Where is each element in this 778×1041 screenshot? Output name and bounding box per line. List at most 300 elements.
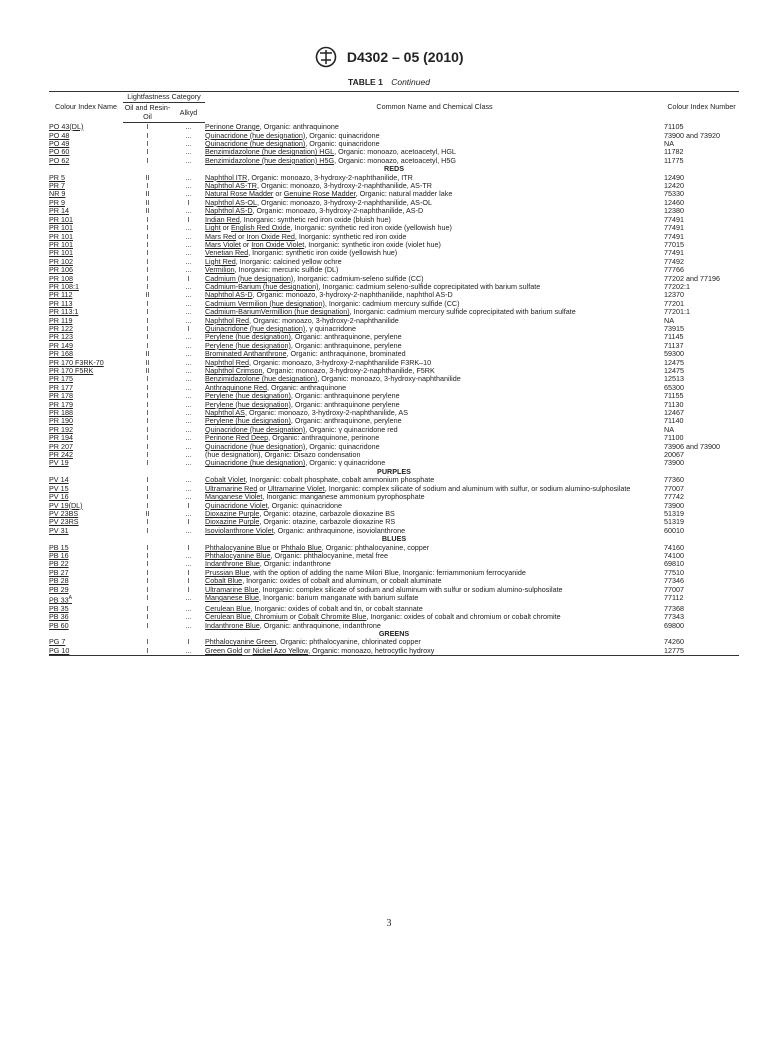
- pigment-name: Light: [205, 223, 221, 233]
- ci-text: PV 15: [49, 483, 69, 493]
- colour-index-number: 71130: [664, 399, 684, 409]
- oil-resin-category: I: [146, 576, 149, 586]
- pigment-name: Mars Violet: [205, 239, 241, 249]
- colour-index-number: 77491: [664, 223, 685, 233]
- colour-index-name: [49, 459, 123, 467]
- colour-index-number: 74160: [664, 542, 685, 552]
- pigment-name: Naphthol AS: [205, 408, 245, 418]
- oil-resin-category: I: [146, 382, 149, 392]
- ci-text: PG 10: [49, 645, 70, 655]
- oil-resin-category: II: [145, 189, 150, 199]
- colour-index-number: 12475: [664, 357, 685, 367]
- header-colour-index-number: Colour Index Number: [664, 92, 739, 123]
- chemical-class: , Organic: γ quinacridone red: [305, 424, 398, 434]
- alkyd-category: ...: [185, 483, 192, 493]
- oil-resin-category: I: [146, 492, 149, 502]
- oil-resin-category: I: [146, 147, 149, 157]
- colour-index-number: 77766: [664, 265, 685, 275]
- chemical-class: , Organic: monoazo, 3-hydroxy-2-naphthanilide, AS-TR: [256, 181, 432, 191]
- pigment-name: Ultramarine Red: [205, 483, 258, 493]
- oil-resin-category: I: [146, 256, 149, 266]
- oil-resin-category: I: [146, 239, 149, 249]
- chemical-class: , Inorganic: oxides of cobalt and chromium or cobalt chromite: [366, 612, 561, 622]
- pigment-name: Natural Rose Madder: [205, 189, 274, 199]
- pigment-name: Manganese Blue: [205, 592, 259, 602]
- oil-resin-category: II: [145, 366, 150, 375]
- oil-resin-category: I: [146, 155, 149, 165]
- pigment-name: Quinacridone (hue designation): [205, 424, 306, 434]
- chemical-class: , Organic: anthraquinone: [266, 382, 347, 392]
- chemical-class: , Inorganic: cadmium-seleno sulfide (CC): [293, 273, 424, 283]
- oil-resin-category: I: [146, 559, 149, 569]
- colour-index-name: [49, 622, 123, 630]
- alkyd-category: ...: [185, 315, 192, 325]
- chemical-class: or: [220, 223, 231, 233]
- alkyd-category: ...: [185, 122, 192, 132]
- alkyd-category: ...: [185, 172, 192, 182]
- alkyd-category: ...: [185, 349, 192, 359]
- pigment-name: Nickel Azo Yellow: [252, 645, 309, 655]
- colour-index-number: 77491: [664, 214, 685, 224]
- oil-resin-category: I: [146, 399, 149, 409]
- pigment-name: Perylene (hue designation): [205, 391, 291, 401]
- alkyd-category: ...: [185, 139, 192, 149]
- ci-text: PB 28: [49, 576, 69, 586]
- section-heading: REDS: [384, 164, 404, 174]
- colour-index-number: 12490: [664, 172, 685, 182]
- alkyd-category: ...: [185, 239, 192, 249]
- chemical-class: or: [257, 483, 268, 493]
- ci-text: PB 16: [49, 550, 69, 560]
- pigment-name: Quinacridone (hue designation): [205, 130, 306, 140]
- alkyd-category: I: [187, 500, 190, 510]
- oil-resin-category: I: [146, 214, 149, 224]
- colour-index-number: 51319: [664, 508, 685, 518]
- ci-text: PR 101: [49, 231, 73, 241]
- ci-text: PR 192: [49, 424, 73, 434]
- oil-resin-category: I: [146, 122, 149, 132]
- alkyd-category: ...: [185, 307, 192, 317]
- pigment-name: Vermilion: [205, 265, 235, 275]
- ci-text: PR 242: [49, 450, 73, 460]
- pigment-name: Perinone Red Deep: [205, 433, 269, 443]
- table-body: [49, 123, 739, 656]
- oil-resin-category: II: [145, 172, 150, 182]
- alkyd-category: ...: [185, 332, 192, 342]
- chemical-class: , Organic: monoazo, 3-hydroxy-naphthanilide: [317, 374, 461, 384]
- chemical-class: , Organic: monoazo, 3-hydroxy-2-naphthanilide, F5RK: [262, 366, 435, 375]
- colour-index-number: 71105: [664, 121, 684, 131]
- pigment-name: Ultramarine Blue: [205, 584, 259, 594]
- pigment-name: Cobalt Chromite Blue: [298, 612, 367, 622]
- table-row: [49, 552, 739, 560]
- table-row: [49, 443, 739, 451]
- chemical-class: , Organic: monoazo, 3-hydroxy-2-naphthanilide: [248, 315, 399, 325]
- pigment-name: Prussian Blue: [205, 567, 250, 577]
- alkyd-category: ...: [185, 559, 192, 569]
- oil-resin-category: I: [146, 458, 149, 468]
- colour-index-number: 77007: [664, 584, 685, 594]
- chemical-class: or: [236, 231, 247, 241]
- oil-resin-category: I: [146, 248, 149, 258]
- colour-index-number: 12370: [664, 290, 685, 300]
- chemical-class: , Organic: indanthrone: [259, 559, 331, 569]
- colour-index-number: 75330: [664, 189, 685, 199]
- alkyd-category: I: [187, 214, 190, 224]
- pigment-name: Cerulean Blue: [205, 603, 251, 613]
- table-row: [49, 317, 739, 325]
- ci-text: PV 16: [49, 492, 69, 502]
- oil-resin-category: I: [146, 433, 149, 443]
- alkyd-category: ...: [185, 458, 192, 468]
- oil-resin-category: I: [146, 450, 149, 460]
- alkyd-category: ...: [185, 550, 192, 560]
- chemical-class: , Organic: quinacridone: [305, 139, 380, 149]
- alkyd-category: ...: [185, 620, 192, 630]
- ci-text: PR 207: [49, 441, 73, 451]
- alkyd-category: ...: [185, 281, 192, 291]
- colour-index-number: 65300: [664, 382, 685, 392]
- chemical-class: , Inorganic: synthetic red iron oxide (bluish hue): [239, 214, 391, 224]
- table-label: TABLE 1: [348, 77, 383, 87]
- colour-index-number: 69810: [664, 559, 685, 569]
- pigment-name: Dioxazine Purple: [205, 517, 260, 527]
- table-row: [49, 544, 739, 552]
- ci-text: PR 175: [49, 374, 73, 384]
- oil-resin-category: II: [145, 290, 150, 300]
- chemical-class: , with the option of adding the name Milori Blue, Inorganic: ferriammonium ferrocyanide: [249, 567, 526, 577]
- oil-resin-category: I: [146, 139, 149, 149]
- alkyd-category: I: [187, 323, 190, 333]
- colour-index-name: [49, 157, 123, 165]
- pigment-name: Quinacridone (hue designation): [205, 441, 306, 451]
- pigment-name: Indian Red: [205, 214, 240, 224]
- pigment-name: Cerulean Blue, Chromium: [205, 612, 288, 622]
- alkyd-category: ...: [185, 248, 192, 258]
- ci-text: PR 149: [49, 340, 73, 350]
- pigment-name: Benzimidazolone (hue designation) HGL: [205, 147, 335, 157]
- chemical-class: , Organic: otazine, carbazole dioxazine RS: [259, 517, 396, 527]
- alkyd-category: ...: [185, 399, 192, 409]
- chemical-class: , Inorganic: complex silicate of sodium and aluminum with sulfur, or sodium alumino-sulphosilate: [324, 483, 631, 493]
- pigment-name: Benzimidazolone (hue designation) H5G: [205, 155, 335, 165]
- alkyd-category: ...: [185, 603, 192, 613]
- section-heading: PURPLES: [377, 466, 411, 476]
- chemical-class: , Inorganic: complex silicate of sodium and aluminum with sulfur or sodium alumino-sulphosilate: [258, 584, 563, 594]
- ci-text: PR 5: [49, 172, 65, 182]
- pigment-name: Iron Oxide Violet: [251, 239, 305, 249]
- oil-resin-category: I: [123, 647, 172, 656]
- pigment-name: Isoviolanthrone Violet: [205, 525, 274, 535]
- colour-index-number: 71100: [664, 433, 684, 443]
- ci-text: PR 119: [49, 315, 73, 325]
- chemical-class: , Organic: anthraquinone, perylene: [290, 332, 402, 342]
- table-row: [49, 434, 739, 442]
- pigment-name: Perylene (hue designation): [205, 340, 291, 350]
- chemical-class: , Organic: anthraquinone, isoviolanthrone: [273, 525, 406, 535]
- pigment-name: Cadmium-BariumVermillion (hue designation): [205, 307, 350, 317]
- ci-text: PR 168: [49, 349, 73, 359]
- oil-resin-category: I: [146, 231, 149, 241]
- pigment-name: Quinacridone (hue designation): [205, 139, 306, 149]
- oil-resin-category: I: [146, 637, 149, 647]
- alkyd-category: ...: [185, 492, 192, 502]
- colour-index-number: 71145: [664, 332, 684, 342]
- oil-resin-category: I: [146, 281, 149, 291]
- ci-text: PR 170 F3RK-70: [49, 357, 104, 367]
- colour-index-number: 12775: [664, 647, 739, 656]
- ci-text: PR 102: [49, 256, 73, 266]
- oil-resin-category: I: [146, 298, 149, 308]
- alkyd-category: I: [187, 567, 190, 577]
- colour-index-number: 12513: [664, 374, 685, 384]
- chemical-class: , Inorganic: oxides of cobalt and aluminum, or cobalt aluminate: [242, 576, 442, 586]
- chemical-class: , Inorganic: cobalt phosphate, cobalt ammonium phosphate: [245, 475, 435, 485]
- oil-resin-category: I: [146, 603, 149, 613]
- colour-index-number: 12467: [664, 408, 685, 418]
- pigment-name: Genuine Rose Madder: [283, 189, 356, 199]
- astm-logo-icon: [314, 46, 338, 68]
- ci-text: PO 60: [49, 147, 70, 157]
- oil-resin-category: I: [146, 323, 149, 333]
- alkyd-category: ...: [185, 508, 192, 518]
- chemical-class: , Organic: otazine, carbazole dioxazine BS: [259, 508, 395, 518]
- table-row: [49, 249, 739, 257]
- alkyd-category: ...: [185, 290, 192, 300]
- alkyd-category: I: [187, 197, 190, 207]
- chemical-class: , Organic: quinacridone: [305, 130, 380, 140]
- chemical-class: , Organic: monoazo, 3-hydroxy-2-naphthanilide, naphthol AS-D: [252, 290, 453, 300]
- colour-index-number: 77510: [664, 567, 685, 577]
- colour-index-number: 77491: [664, 248, 685, 258]
- colour-index-number: 77492: [664, 256, 685, 266]
- ci-text: PR 9: [49, 197, 65, 207]
- chemical-class: , Organic: monoazo, 3-hydroxy-2-naphthanilide, AS-D: [252, 206, 424, 216]
- alkyd-category: ...: [185, 374, 192, 384]
- ci-text: PB 27: [49, 567, 69, 577]
- colour-index-number: 51319: [664, 517, 685, 527]
- section-heading: GREENS: [378, 628, 410, 638]
- chemical-class: , Organic: anthraquinone: [259, 121, 339, 131]
- colour-index-number: 74260: [664, 637, 685, 647]
- chemical-class: , Inorganic: cadmium mercury sulfide coprecipitated with barium sulfate: [349, 307, 576, 317]
- colour-index-number: NA: [664, 424, 675, 434]
- pigment-name: Benzimidazolone (hue designation): [205, 374, 318, 384]
- ci-text: PV 14: [49, 475, 69, 485]
- chemical-class: , Inorganic: barium manganate with barium sulfate: [258, 592, 419, 602]
- colour-index-number: NA: [664, 139, 675, 149]
- ci-text: PO 62: [49, 155, 70, 165]
- common-name: [205, 157, 664, 165]
- ci-text: NR 9: [49, 189, 66, 199]
- chemical-class: , Organic: monoazo, hetrocytlic hydroxy: [308, 645, 435, 655]
- table-row: [49, 613, 739, 621]
- oil-resin-category: I: [146, 265, 149, 275]
- ci-text: PR 7: [49, 181, 65, 191]
- colour-index-number: 77202:1: [664, 281, 690, 291]
- chemical-class: , Organic: monoazo, 3-hydroxy-2-naphthanilide, AS-OL: [256, 197, 432, 207]
- pigment-name: Cadmium-Barium (hue designation): [205, 281, 319, 291]
- oil-resin-category: I: [146, 273, 149, 283]
- chemical-class: , Organic: quinacridone: [305, 441, 380, 451]
- chemical-class: , Organic: natural madder lake: [355, 189, 453, 199]
- colour-index-number: 73900 and 73920: [664, 130, 720, 140]
- ci-text: PR 190: [49, 416, 73, 426]
- pigment-name: Quinacridone (hue designation): [205, 323, 306, 333]
- oil-resin-category: I: [146, 181, 149, 191]
- chemical-class: , Organic: monoazo, 3-hydroxy-2-naphthanilide, AS: [244, 408, 408, 418]
- chemical-class: , γ quinacridone: [305, 323, 357, 333]
- chemical-class: , Inorganic: synthetic iron oxide (yellowish hue): [248, 248, 398, 258]
- pigment-name: Perylene (hue designation): [205, 399, 291, 409]
- chemical-class: , Inorganic: manganese ammonium pyrophosphate: [262, 492, 425, 502]
- header-colour-index-name: Colour Index Name: [49, 92, 123, 123]
- colour-index-number: 74100: [664, 550, 685, 560]
- alkyd-category: I: [187, 576, 190, 586]
- ci-text: PR 179: [49, 399, 73, 409]
- chemical-class: , Organic: phthalocyanine, copper: [321, 542, 430, 552]
- chemical-class: , Organic: anthraquinone perylene: [290, 391, 400, 401]
- table-caption: [0, 77, 778, 87]
- alkyd-category: ...: [185, 441, 192, 451]
- colour-index-number: 73900: [664, 458, 685, 468]
- colour-index-number: 77491: [664, 231, 685, 241]
- table-row: [49, 132, 739, 140]
- pigment-name: Indanthrone Blue: [205, 620, 260, 630]
- pigment-table: [49, 91, 739, 656]
- pigment-name: Venetian Red: [205, 248, 249, 258]
- oil-resin-category: I: [146, 130, 149, 140]
- colour-index-name: [49, 527, 123, 535]
- chemical-class: , Organic: anthraquinone, indanthrone: [259, 620, 381, 630]
- colour-index-number: 77112: [664, 592, 684, 602]
- colour-index-number: 12380: [664, 206, 685, 216]
- pigment-name: Perinone Orange: [205, 121, 260, 131]
- colour-index-number: 69800: [664, 620, 685, 630]
- ci-text: PV 31: [49, 525, 69, 535]
- colour-index-number: 71140: [664, 416, 684, 426]
- chemical-class: , Inorganic: synthetic red iron oxide: [294, 231, 407, 241]
- colour-index-number: 77201:1: [664, 307, 690, 317]
- table-row: [49, 426, 739, 434]
- document-header: [0, 46, 778, 68]
- common-name: [205, 527, 664, 535]
- chemical-class: or: [242, 645, 253, 655]
- oil-resin-category: I: [146, 315, 149, 325]
- pigment-name: Brominated Anthanthrone: [205, 349, 287, 359]
- pigment-name: Phthalocyanine Green: [205, 637, 277, 647]
- common-name: [205, 647, 664, 656]
- pigment-name: Naphthol AS-TR: [205, 181, 257, 191]
- alkyd-category: ...: [185, 298, 192, 308]
- alkyd-category: I: [187, 273, 190, 283]
- colour-index-number: 77007: [664, 483, 685, 493]
- chemical-class: , Inorganic: cadmium seleno-sulfide coprecipitated with barium sulfate: [318, 281, 541, 291]
- oil-resin-category: I: [146, 517, 149, 527]
- table-row: [49, 647, 739, 656]
- chemical-class: , Organic: monoazo, 3-hydroxy-2-naphthanilide, ITR: [247, 172, 413, 182]
- ci-text: PB 33: [49, 595, 69, 605]
- header-oil-resin: Oil and Resin-Oil: [124, 103, 171, 121]
- oil-resin-category: I: [146, 332, 149, 342]
- oil-resin-category: I: [146, 567, 149, 577]
- oil-resin-category: I: [146, 391, 149, 401]
- colour-index-number: 12475: [664, 366, 685, 375]
- chemical-class: , Organic: anthraquinone, perylene: [290, 340, 402, 350]
- colour-index-number: NA: [664, 315, 675, 325]
- chemical-class: (hue designation), Organic: Disazo condensation: [205, 450, 361, 460]
- alkyd-category: ...: [185, 189, 192, 199]
- chemical-class: , Organic: anthraquinone, perinone: [268, 433, 380, 443]
- ci-text: PB 60: [49, 620, 69, 630]
- oil-resin-category: I: [146, 525, 149, 535]
- ci-text: PR 170 F5RK: [49, 366, 94, 375]
- ci-text: PR 101: [49, 239, 73, 249]
- chemical-class: , Inorganic: mercuric sulfide (DL): [234, 265, 339, 275]
- oil-resin-category: I: [146, 475, 149, 485]
- colour-index-number: 73900: [664, 500, 685, 510]
- alkyd-category: ...: [185, 340, 192, 350]
- oil-resin-category: I: [146, 612, 149, 622]
- ci-text: PV 19(DL): [49, 500, 83, 510]
- alkyd-category: I: [187, 542, 190, 552]
- ci-text: PR 188: [49, 408, 73, 418]
- ci-text: PR 122: [49, 323, 73, 333]
- ci-text: PG 7: [49, 637, 66, 647]
- alkyd-category: ...: [185, 433, 192, 443]
- chemical-class: , Organic: anthraquinone perylene: [290, 399, 400, 409]
- pigment-name: Indanthrone Blue: [205, 559, 260, 569]
- table-row: [49, 123, 739, 132]
- pigment-name: Cadmium Vermilion (hue designation): [205, 298, 325, 308]
- pigment-name: Phthalo Blue: [280, 542, 322, 552]
- oil-resin-category: I: [146, 374, 149, 384]
- ci-text: PB 29: [49, 584, 69, 594]
- common-name: [205, 459, 664, 467]
- colour-index-number: 77368: [664, 603, 685, 613]
- alkyd-category: ...: [185, 366, 192, 375]
- pigment-name: Dioxazine Purple: [205, 508, 260, 518]
- oil-resin-category: I: [146, 340, 149, 350]
- alkyd-category: ...: [185, 416, 192, 426]
- colour-index-number: 77343: [664, 612, 685, 622]
- pigment-name: Perylene (hue designation): [205, 332, 291, 342]
- colour-index-number: 77346: [664, 576, 685, 586]
- oil-resin-category: I: [146, 424, 149, 434]
- colour-index-number: 12420: [664, 181, 685, 191]
- oil-resin-category: I: [146, 620, 149, 630]
- alkyd-category: I: [187, 517, 190, 527]
- oil-resin-category: I: [146, 441, 149, 451]
- pigment-name: Cadmium (hue designation): [205, 273, 294, 283]
- pigment-name: Manganese Violet: [205, 492, 263, 502]
- ci-text: PO 49: [49, 139, 70, 149]
- oil-resin-category: I: [146, 500, 149, 510]
- ci-text: PR 112: [49, 290, 73, 300]
- oil-resin-category: II: [145, 357, 150, 367]
- oil-resin-category: II: [145, 349, 150, 359]
- pigment-name: Anthraquinone Red: [205, 382, 267, 392]
- pigment-name: Perylene (hue designation): [205, 416, 291, 426]
- chemical-class: , Organic: phthalocyanine, metal free: [270, 550, 389, 560]
- alkyd-category: ...: [185, 130, 192, 140]
- ci-text: PR 101: [49, 223, 73, 233]
- colour-index-number: 20067: [664, 450, 685, 460]
- ci-text: PR 123: [49, 332, 73, 342]
- colour-index-number: 71137: [664, 340, 684, 350]
- section-heading: BLUES: [381, 534, 407, 544]
- ci-text: PR 108:1: [49, 281, 79, 291]
